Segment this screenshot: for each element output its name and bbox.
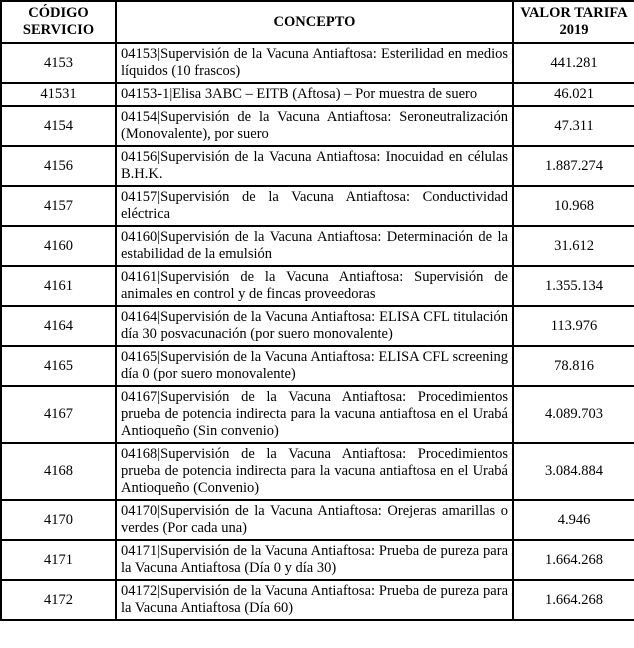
codigo-cell: 4156 [1, 146, 116, 186]
valor-cell: 113.976 [513, 306, 634, 346]
table-row [1, 346, 634, 386]
valor-cell: 46.021 [513, 83, 634, 106]
concepto-cell: 04165|Supervisión de la Vacuna Antiaftosa: ELISA CFL screening día 0 (por suero monovalente) [116, 346, 513, 386]
valor-cell: 4.946 [513, 500, 634, 540]
table-row [1, 43, 634, 83]
codigo-cell: 4154 [1, 106, 116, 146]
valor-cell: 10.968 [513, 186, 634, 226]
concepto-cell: 04160|Supervisión de la Vacuna Antiaftosa: Determinación de la estabilidad de la emulsión [116, 226, 513, 266]
header-valor-tarifa: VALOR TARIFA 2019 [513, 1, 634, 43]
valor-cell: 1.664.268 [513, 580, 634, 620]
valor-cell: 3.084.884 [513, 443, 634, 500]
table-row [1, 83, 634, 106]
codigo-cell: 4167 [1, 386, 116, 443]
table-row [1, 106, 634, 146]
concepto-cell: 04170|Supervisión de la Vacuna Antiaftosa: Orejeras amarillas o verdes (Por cada una) [116, 500, 513, 540]
table-row [1, 266, 634, 306]
codigo-cell: 41531 [1, 83, 116, 106]
codigo-cell: 4164 [1, 306, 116, 346]
concepto-cell: 04172|Supervisión de la Vacuna Antiaftosa: Prueba de pureza para la Vacuna Antiaftosa (Día 60) [116, 580, 513, 620]
valor-cell: 1.887.274 [513, 146, 634, 186]
codigo-cell: 4161 [1, 266, 116, 306]
concepto-cell: 04156|Supervisión de la Vacuna Antiaftosa: Inocuidad en células B.H.K. [116, 146, 513, 186]
table-row [1, 306, 634, 346]
concepto-cell: 04167|Supervisión de la Vacuna Antiaftosa: Procedimientos prueba de potencia indirecta para la vacuna antiaftosa en el Urabá Antioqueño (Sin convenio) [116, 386, 513, 443]
table-row [1, 146, 634, 186]
table-row [1, 500, 634, 540]
header-row [1, 1, 634, 43]
table-row [1, 186, 634, 226]
table-header [1, 1, 634, 43]
codigo-cell: 4168 [1, 443, 116, 500]
concepto-cell: 04153-1|Elisa 3ABC – EITB (Aftosa) – Por muestra de suero [116, 83, 513, 106]
table-row [1, 540, 634, 580]
header-codigo-servicio: CÓDIGO SERVICIO [1, 1, 116, 43]
valor-cell: 441.281 [513, 43, 634, 83]
table-body [1, 43, 634, 620]
valor-cell: 78.816 [513, 346, 634, 386]
concepto-cell: 04153|Supervisión de la Vacuna Antiaftosa: Esterilidad en medios líquidos (10 frascos) [116, 43, 513, 83]
table-row [1, 443, 634, 500]
codigo-cell: 4170 [1, 500, 116, 540]
concepto-cell: 04161|Supervisión de la Vacuna Antiaftosa: Supervisión de animales en control y de fincas proveedoras [116, 266, 513, 306]
valor-cell: 4.089.703 [513, 386, 634, 443]
codigo-cell: 4153 [1, 43, 116, 83]
valor-cell: 1.355.134 [513, 266, 634, 306]
table-row [1, 580, 634, 620]
codigo-cell: 4157 [1, 186, 116, 226]
valor-cell: 31.612 [513, 226, 634, 266]
concepto-cell: 04157|Supervisión de la Vacuna Antiaftosa: Conductividad eléctrica [116, 186, 513, 226]
concepto-cell: 04164|Supervisión de la Vacuna Antiaftosa: ELISA CFL titulación día 30 posvacunación (por suero monovalente) [116, 306, 513, 346]
codigo-cell: 4160 [1, 226, 116, 266]
concepto-cell: 04154|Supervisión de la Vacuna Antiaftosa: Seroneutralización (Monovalente), por suero [116, 106, 513, 146]
concepto-cell: 04168|Supervisión de la Vacuna Antiaftosa: Procedimientos prueba de potencia indirecta para la vacuna antiaftosa en el Urabá Antioqueño (Convenio) [116, 443, 513, 500]
header-concepto: CONCEPTO [116, 1, 513, 43]
codigo-cell: 4171 [1, 540, 116, 580]
codigo-cell: 4172 [1, 580, 116, 620]
table-row [1, 386, 634, 443]
concepto-cell: 04171|Supervisión de la Vacuna Antiaftosa: Prueba de pureza para la Vacuna Antiaftosa (Día 0 y día 30) [116, 540, 513, 580]
codigo-cell: 4165 [1, 346, 116, 386]
valor-cell: 1.664.268 [513, 540, 634, 580]
table-row [1, 226, 634, 266]
valor-cell: 47.311 [513, 106, 634, 146]
